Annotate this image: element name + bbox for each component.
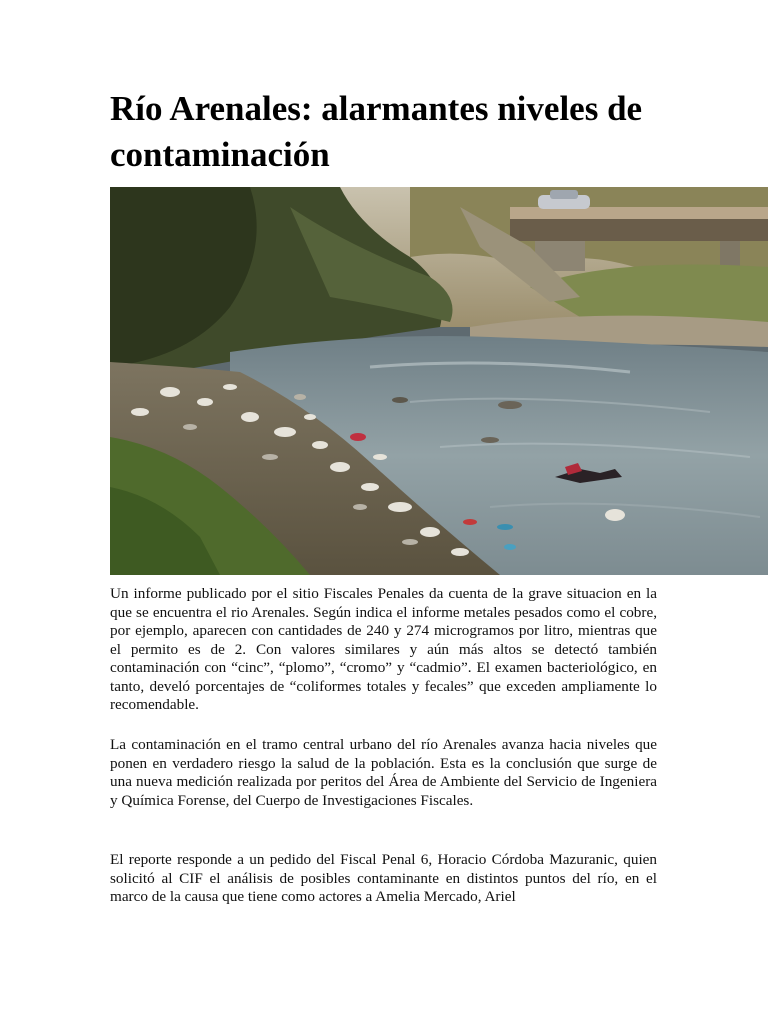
article-paragraph-2: La contaminación en el tramo central urbano del río Arenales avanza hacia niveles que ponen en verdadero riesgo la salud de la población. Esta es la conclusión que surge de una nueva medición realizada por peritos del Área de Ambiente del Servicio de Ingeniera y Química Forense, del Cuerpo de Investigaciones Fiscales. (110, 736, 657, 809)
article-paragraph-1: Un informe publicado por el sitio Fiscales Penales da cuenta de la grave situacion en la que se encuentra el rio Arenales. Según indica el informe metales pesados como el cobre, por ejemplo, aparecen con cantidades de 240 y 274 microgramos por litro, mientras que el permito es de 2. Con valores similares y aún más altos se detectó también contaminación con “cinc”, “plomo”, “cromo” y “cadmio”. El examen bacteriológico, en tanto, develó porcentajes de “coliformes totales y fecales” que exceden ampliamente lo recomendable. (110, 585, 657, 713)
article-title: Río Arenales: alarmantes niveles de contaminación (110, 89, 643, 174)
article-paragraph-3: El reporte responde a un pedido del Fiscal Penal 6, Horacio Córdoba Mazuranic, quien solicitó al CIF el análisis de posibles contaminante en distintos puntos del río, en el marco de la causa que tiene como actores a Amelia Mercado, Ariel (110, 851, 657, 905)
river-pollution-photo (110, 187, 768, 575)
